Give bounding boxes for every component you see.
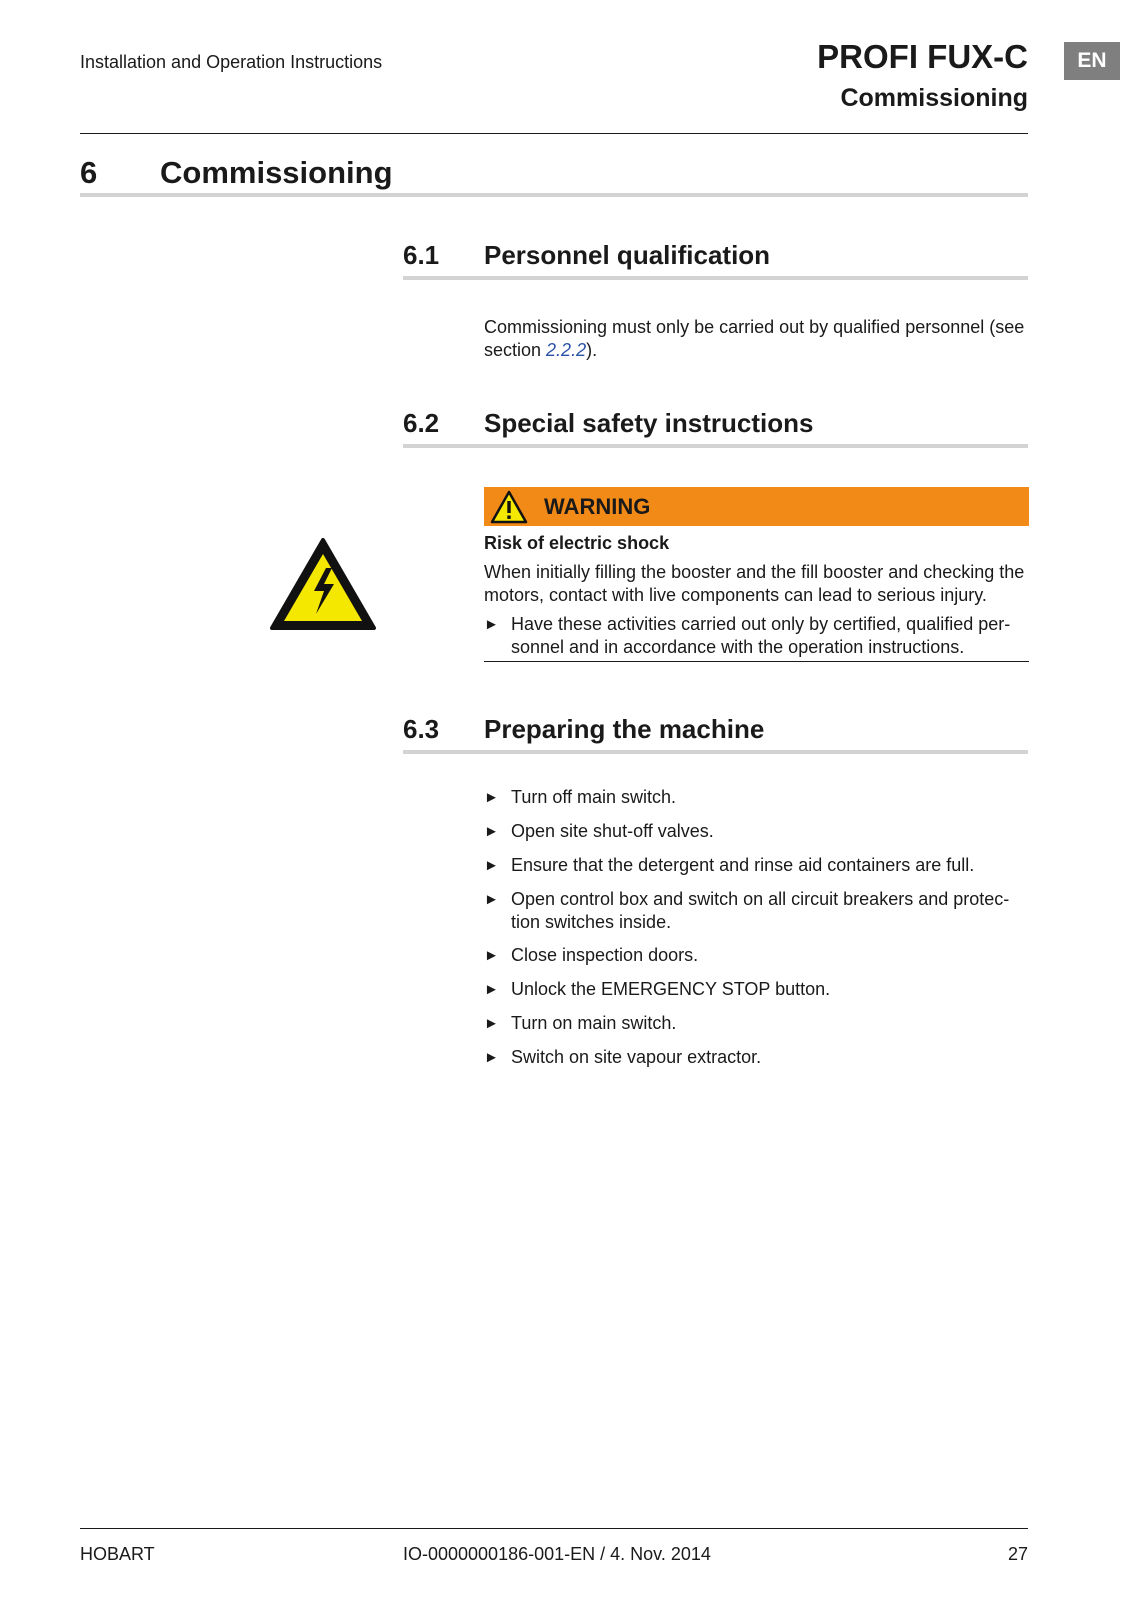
section-divider — [403, 750, 1028, 754]
section-title: Preparing the machine — [484, 714, 765, 744]
qualification-text: Commissioning must only be carried out by qualified personnel (see section — [484, 317, 1025, 360]
list-item — [484, 786, 1029, 809]
warning-action — [484, 613, 1029, 659]
bullet-arrow-icon: ► — [484, 947, 499, 964]
list-item — [484, 944, 1029, 967]
header-chapter-name: Commissioning — [840, 84, 1028, 112]
list-item — [484, 1046, 1029, 1069]
bullet-arrow-icon: ► — [484, 823, 499, 840]
bullet-arrow-icon: ► — [484, 1015, 499, 1032]
bullet-arrow-icon: ► — [484, 616, 499, 633]
step-text: Unlock the EMERGENCY STOP button. — [511, 979, 831, 999]
step-text: Turn off main switch. — [511, 787, 677, 807]
document-type: Installation and Operation Instructions — [80, 52, 383, 72]
section-title: Personnel qualification — [484, 240, 771, 270]
product-title: PROFI FUX-C — [817, 38, 1028, 75]
footer-brand: HOBART — [80, 1544, 155, 1564]
electric-shock-icon — [268, 536, 378, 632]
section-reference-link[interactable]: 2.2.2 — [546, 340, 587, 360]
footer-divider — [80, 1528, 1028, 1529]
language-tab: EN — [1064, 42, 1120, 80]
list-item — [484, 854, 1029, 877]
bullet-arrow-icon: ► — [484, 891, 499, 908]
qualification-text-end: ). — [586, 340, 598, 360]
section-number: 6.1 — [403, 240, 440, 270]
section-title: Special safety instructions — [484, 408, 814, 438]
chapter-divider — [80, 193, 1028, 197]
list-item — [484, 1012, 1029, 1035]
warning-description: When initially filling the booster and the fill booster and checking the motors, contact with live components can lead to serious injury. — [484, 562, 1025, 605]
header-divider — [80, 133, 1028, 134]
section-number: 6.2 — [403, 408, 440, 438]
warning-end-rule — [484, 661, 1029, 662]
section-number: 6.3 — [403, 714, 440, 744]
list-item — [484, 820, 1029, 843]
step-text: Open site shut-off valves. — [511, 821, 714, 841]
section-divider — [403, 444, 1028, 448]
step-text: Close inspection doors. — [511, 945, 699, 965]
warning-banner — [484, 487, 1029, 526]
chapter-title: Commissioning — [160, 155, 393, 190]
bullet-arrow-icon: ► — [484, 1049, 499, 1066]
bullet-arrow-icon: ► — [484, 981, 499, 998]
step-text: Ensure that the detergent and rinse aid containers are full. — [511, 855, 975, 875]
section-divider — [403, 276, 1028, 280]
list-item — [484, 978, 1029, 1001]
footer-document-id: IO-0000000186-001-EN / 4. Nov. 2014 — [403, 1544, 711, 1564]
warning-triangle-icon — [490, 490, 528, 524]
bullet-arrow-icon: ► — [484, 857, 499, 874]
list-item — [484, 888, 1029, 934]
warning-label: WARNING — [544, 493, 651, 519]
step-text: Open control box and switch on all circuit breakers and protec-tion switches inside. — [511, 889, 1010, 932]
bullet-arrow-icon: ► — [484, 789, 499, 806]
chapter-number: 6 — [80, 155, 98, 190]
warning-action-text: Have these activities carried out only by certified, qualified per-sonnel and in accordance with the operation instructions. — [511, 614, 1011, 657]
qualification-paragraph — [484, 316, 1029, 362]
page-number: 27 — [1007, 1544, 1028, 1564]
step-text: Switch on site vapour extractor. — [511, 1047, 762, 1067]
warning-heading: Risk of electric shock — [484, 533, 670, 553]
step-text: Turn on main switch. — [511, 1013, 677, 1033]
